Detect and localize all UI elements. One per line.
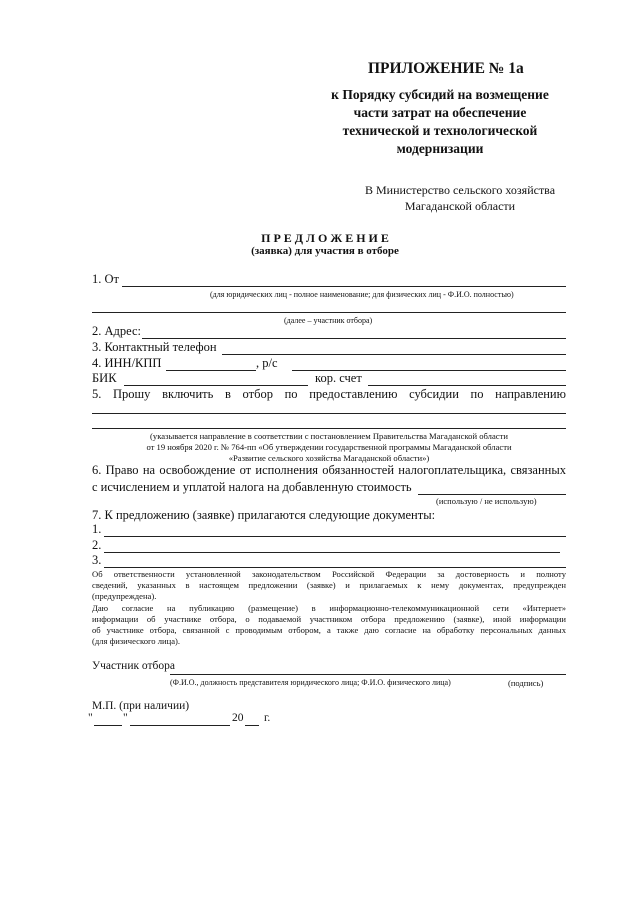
address-field[interactable]: [142, 338, 566, 339]
from-hint: (для юридических лиц - полное наименование; для физических лиц - Ф.И.О. полностью): [210, 290, 514, 299]
addressee-line: Магаданской области: [404, 199, 516, 213]
date-year-suffix: г.: [264, 712, 271, 724]
addressee-line: В Министерство сельского хозяйства: [364, 183, 556, 197]
subtitle-line: к Порядку субсидий на возмещение: [331, 87, 549, 102]
doc-field-2[interactable]: [104, 552, 560, 553]
bik-label: БИК: [92, 371, 117, 385]
doc-number: 3.: [92, 553, 102, 567]
direction-field[interactable]: [92, 413, 566, 414]
participant-label: Участник отбора: [92, 660, 176, 672]
name-hint: (Ф.И.О., должность представителя юридического лица; Ф.И.О. физического лица): [170, 678, 451, 687]
addressee: [345, 182, 575, 214]
item5-word: предоставлению: [309, 387, 398, 401]
phone-label: 3. Контактный телефон: [92, 340, 217, 354]
date-day-field[interactable]: [94, 725, 122, 726]
inn-label: 4. ИНН/КПП: [92, 356, 162, 370]
item6-label: [92, 462, 566, 496]
doc-number: 1.: [92, 522, 102, 536]
item5-word: направлению: [495, 387, 566, 401]
item5-word: отбор: [242, 387, 273, 401]
consent-line: об участнике отбора, связанной с проводимым отбором, а также даю согласие на обработку персональных данных: [92, 625, 566, 635]
responsibility-line: (предупреждена).: [92, 591, 157, 601]
inn-field[interactable]: [166, 370, 256, 371]
item5-word: по: [284, 387, 298, 401]
appendix-subtitle: [310, 86, 570, 158]
date-month-field[interactable]: [130, 725, 230, 726]
consent-line: (для физического лица).: [92, 636, 181, 646]
address-label: 2. Адрес:: [92, 324, 142, 338]
vat-field[interactable]: [418, 494, 566, 495]
direction-field-line-2[interactable]: [92, 428, 566, 429]
direction-note-line: (указывается направление в соответствии с постановлением Правительства Магаданской области: [150, 431, 508, 441]
phone-field[interactable]: [222, 354, 566, 355]
doc-number: 2.: [92, 538, 102, 552]
korr-field[interactable]: [368, 385, 566, 386]
direction-note-line: «Развитие сельского хозяйства Магаданской области»): [228, 453, 430, 463]
appendix-title: ПРИЛОЖЕНИЕ № 1а: [368, 60, 524, 77]
consent-line: Даю согласие на публикацию (размещение) в информационно-телекоммуникационной сети «Интернет»: [92, 603, 566, 613]
subtitle-line: технической и технологической: [342, 123, 538, 138]
rs-label: , р/с: [256, 356, 278, 370]
participant-hint: (далее – участник отбора): [284, 316, 373, 325]
doc-field-3[interactable]: [104, 567, 566, 568]
from-field-line-2[interactable]: [92, 312, 566, 313]
participant-name-field[interactable]: [170, 674, 566, 675]
item5-label: [92, 387, 566, 402]
responsibility-line: Об ответственности установленной законодательством Российской Федерации за достоверность и полноту: [92, 569, 566, 579]
from-label: 1. От: [92, 272, 119, 286]
item7-label: 7. К предложению (заявке) прилагаются следующие документы:: [92, 508, 436, 522]
item6-line: 6. Право на освобождение от исполнения обязанностей налогоплательщика, связанных: [92, 463, 566, 477]
bik-field[interactable]: [124, 385, 308, 386]
vat-hint: (использую / не использую): [436, 496, 537, 506]
item6-line: с исчислением и уплатой налога на добавленную стоимость: [92, 480, 412, 494]
date-quote-open: ": [88, 712, 93, 724]
direction-note: [92, 431, 566, 464]
stamp-label: М.П. (при наличии): [92, 700, 190, 712]
item5-word: в: [224, 387, 231, 401]
item5-word: 5.: [92, 387, 102, 401]
item5-word: Прошу: [113, 387, 151, 401]
date-year-field[interactable]: [245, 725, 259, 726]
doc-field-1[interactable]: [104, 536, 566, 537]
consent-line: информации об участнике отбора, о подаваемой участником отбора предложению (заявке), иной информации: [92, 614, 566, 624]
date-quote-close: ": [123, 712, 128, 724]
direction-note-line: от 19 ноября 2020 г. № 764-пп «Об утверждении государственной программы Магаданской области: [146, 442, 512, 452]
sign-hint: (подпись): [508, 678, 544, 688]
responsibility-line: сведений, указанных в настоящем предложении (заявке) и прилагаемых к нему документах, предупрежден: [92, 580, 566, 590]
from-field[interactable]: [122, 286, 566, 287]
subtitle-line: части затрат на обеспечение: [353, 105, 527, 120]
item5-word: включить: [162, 387, 214, 401]
subtitle-line: модернизации: [396, 141, 484, 156]
form-subtitle: (заявка) для участия в отборе: [251, 245, 399, 257]
korr-label: кор. счет: [315, 371, 362, 385]
item5-word: по: [470, 387, 484, 401]
date-year-prefix: 20: [232, 712, 244, 724]
item5-word: субсидии: [409, 387, 459, 401]
form-title: П Р Е Д Л О Ж Е Н И Е: [261, 231, 389, 245]
